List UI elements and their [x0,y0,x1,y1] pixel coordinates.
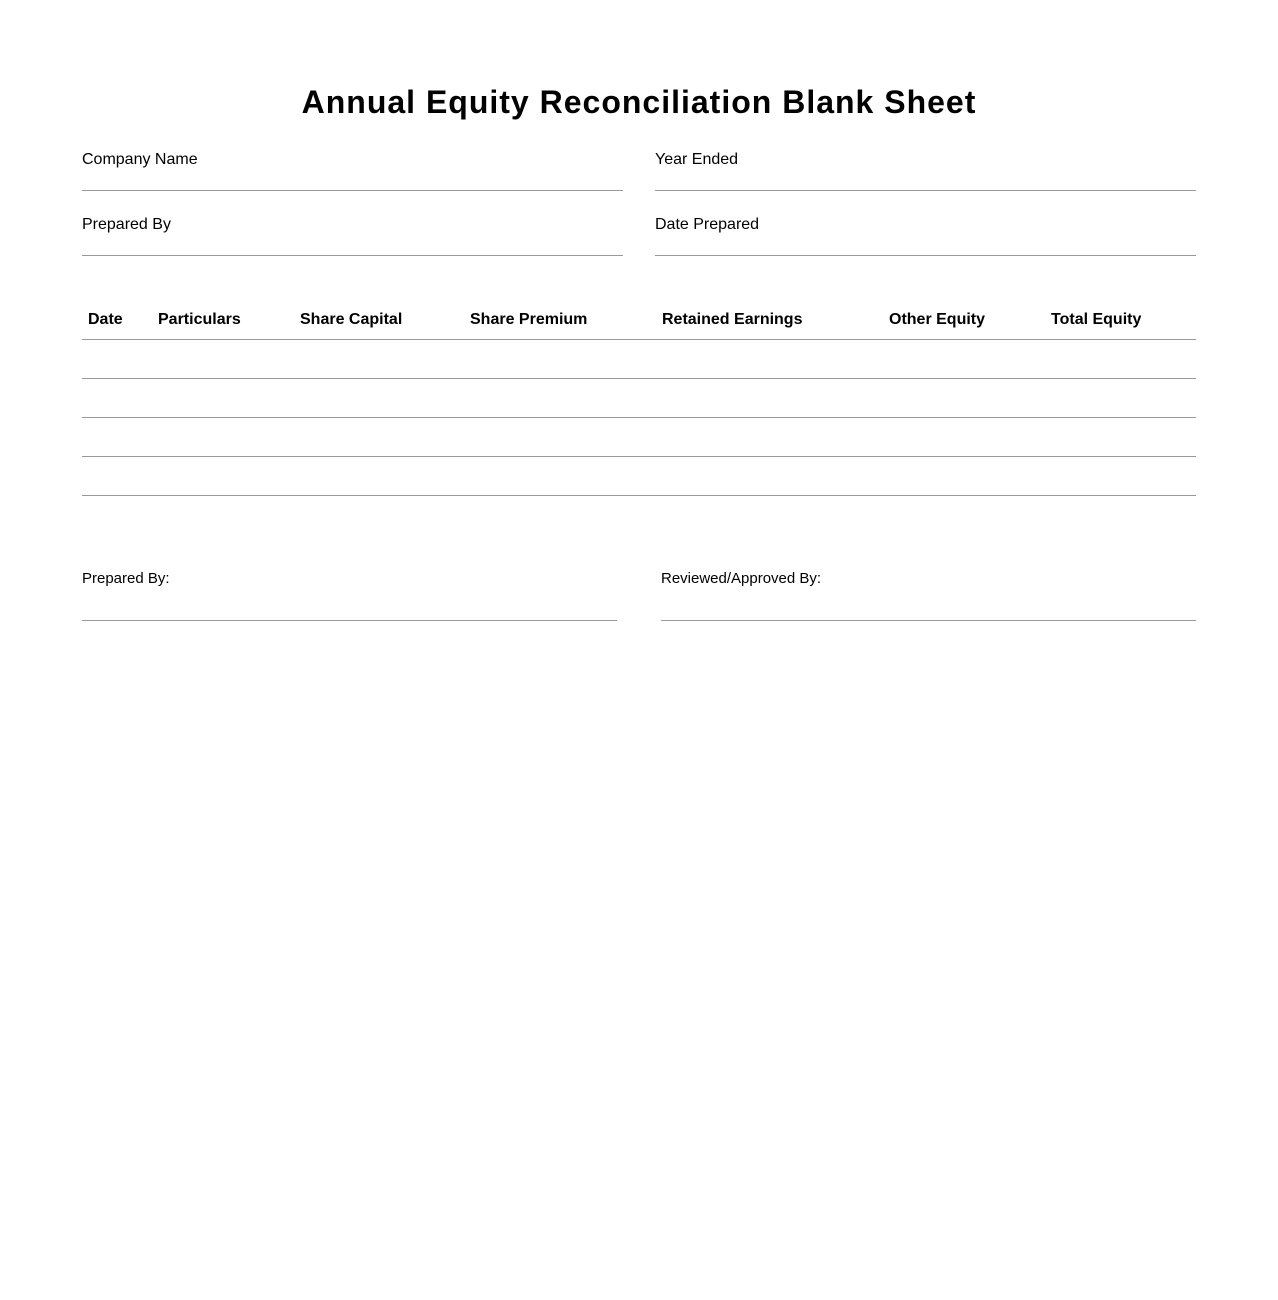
reviewed-by-signature[interactable] [661,570,1196,588]
prepared-by-signature-line[interactable] [82,620,617,621]
reviewed-by-signature-label: Reviewed/Approved By: [661,570,822,587]
table-row[interactable] [82,340,1196,379]
reviewed-by-signature-line[interactable] [661,620,1196,621]
column-header-total-equity: Total Equity [1051,311,1142,328]
column-header-other-equity: Other Equity [889,311,986,328]
equity-reconciliation-table [82,300,1196,496]
prepared-by-signature[interactable] [82,570,617,588]
table-row[interactable] [82,379,1196,418]
date-prepared-field[interactable] [655,215,1196,235]
prepared-by-signature-label: Prepared By: [82,570,170,587]
table-row[interactable] [82,457,1196,496]
column-header-particulars: Particulars [158,311,241,328]
column-header-retained-earnings: Retained Earnings [662,311,803,328]
table-row[interactable] [82,418,1196,457]
date-prepared-line[interactable] [655,255,1196,256]
company-name-line[interactable] [82,190,623,191]
date-prepared-label: Date Prepared [655,216,760,233]
company-name-label: Company Name [82,151,198,168]
prepared-by-line[interactable] [82,255,623,256]
table-header [82,300,1196,340]
column-header-date: Date [88,311,123,328]
prepared-by-field[interactable] [82,215,623,235]
company-name-field[interactable] [82,150,623,170]
page-title: Annual Equity Reconciliation Blank Sheet [301,84,977,120]
column-header-share-capital: Share Capital [300,311,403,328]
year-ended-label: Year Ended [655,151,739,168]
column-header-share-premium: Share Premium [470,311,588,328]
prepared-by-label: Prepared By [82,216,171,233]
year-ended-field[interactable] [655,150,1196,170]
year-ended-line[interactable] [655,190,1196,191]
